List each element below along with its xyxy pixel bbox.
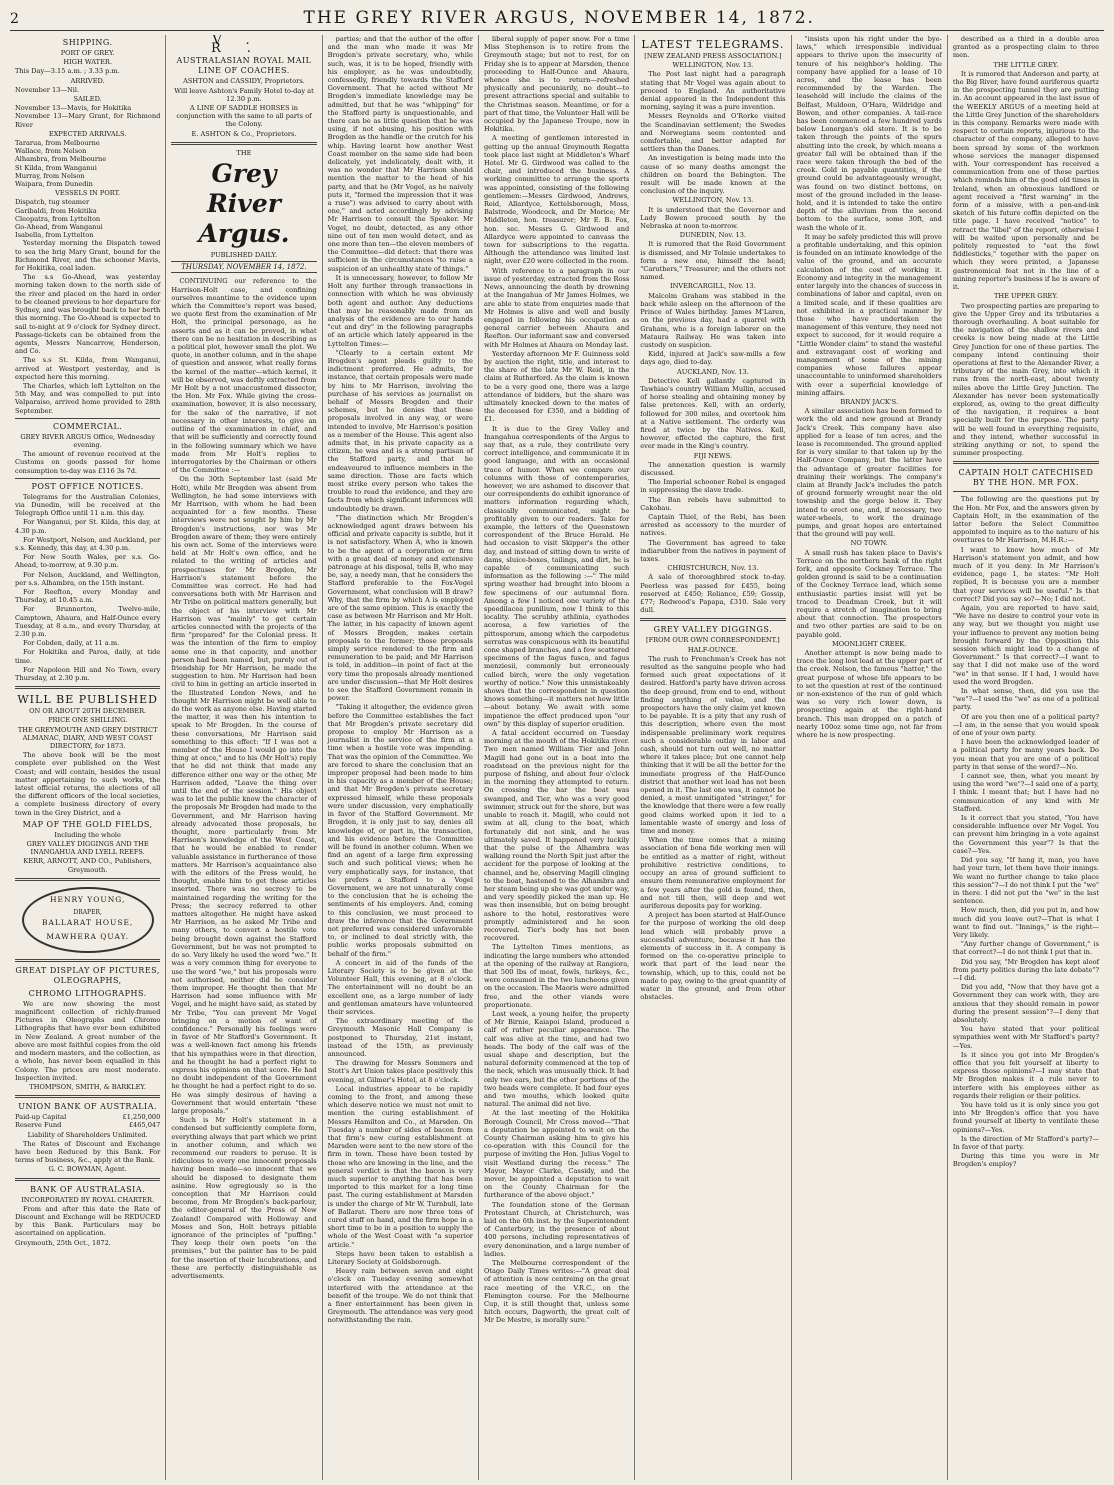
- expected-line: Tararua, from Melbourne: [15, 139, 100, 148]
- in-port-line: Cleopatra, from Lyttelton: [15, 214, 101, 223]
- nameplate-the: THE: [236, 148, 252, 157]
- in-port-heading: VESSELS IN PORT.: [55, 189, 121, 198]
- fox-paragraph: You have stated that your political sympathies went with Mr Stafford's party?—Yes.: [952, 1025, 1100, 1050]
- oval-line: DRAPER,: [73, 908, 102, 916]
- australasia-date: Greymouth, 25th Oct., 1872.: [15, 1238, 111, 1247]
- divider: [640, 618, 785, 621]
- high-water-heading: HIGH WATER.: [63, 58, 112, 67]
- divider: [15, 1095, 160, 1098]
- arrived-line: November 13—Nil.: [15, 85, 80, 94]
- fox-paragraph: Is it since you got into Mr Brogden's office that you felt yourself at liberty to express those opinions?—I may state that Mr Brogden makes it a rule never to interfere with his employees either as regards their religion or their politics.: [952, 1050, 1100, 1100]
- oval-line: HENRY YOUNG,: [49, 894, 126, 904]
- post-paragraph: For Brunnerton, Twelve-mile, Camptown, Ahaura, and Half-Ounce every Tuesday, at 8 a.m., and every Thursday, at 2.30 p.m.: [15, 605, 161, 638]
- masthead-spacer: [1099, 11, 1104, 27]
- union-paid-row: [15, 1113, 160, 1121]
- expected-line: Waipara, from Dunedin: [15, 180, 93, 189]
- fox-paragraph: Did you say, "If hang it, man, you have had your turn, let them have their innings. We want no further change to take place this session"?—I do not think I put the "we" in there. I did not put the "we" in the last sentence.: [952, 856, 1100, 906]
- divider: [15, 878, 160, 881]
- telegram-text: The Imperial schooner Rebel is engaged in suppressing the slave trade.: [640, 478, 786, 495]
- fox-paragraph: Did you add, "Now that they have got a Government they can work with, they are anxious that they should remain in power during the present session"?—I deny that absolutely.: [952, 983, 1100, 1024]
- article-paragraph: The Melbourne correspondent of the Otago Daily Times writes:—"A great deal of attention is now centreing on the great race meeting of the V.R.C., on the Flemington course. For the Melbourne Cup, it is still thought that, unless some hitch occurs, Dagworth, the great colt of Mr De Mestre, is morally sure.": [483, 1259, 630, 1325]
- telegram-text: The Government has agreed to take indiarubber from the natives in payment of taxes.: [640, 538, 786, 563]
- editorial-paragraph: On the 30th September last (said Mr Holt), while Mr Brogden was absent from Wellington, he had some interviews with Mr Harrison, with whom he had been acquainted for a few months. These interviews were not sought by him by Mr Brogden's instructions, nor was Mr Brogden aware of them; they were entirely his own act. Some of the interviews were held at Mr Holt's own office, and he related to the writing of articles and prospectuses for Mr Brogden, Mr Harrison's statement before the Committee was correct. He had had conversations both with Mr Harrison and Mr Tribe on political matters generally, but the object of his interview with Mr Harrison was "mainly" to get certain articles connected with the projects of the firm "prepared" for the Colonial press. It was the intention of the firm to employ some one in that capacity, and another person had been named, but, purely out of friendship for Mr Harrison, he made the suggestion to him. Mr Harrison had been civil to him in getting an article inserted in the Illustrated London News, and he thought Mr Harrison might be well able to do the work as anyone else. Having started the matter, it was then his intention to speak to Mr Brogden. In the course of these conversations, Mr Harrison said something to this effect: "If I was not a member of the House I would go into the thing at once," and to his (Mr Holt's) reply that he did not think that made any difference either one way or the other, Mr Harrison added, "Leave the thing over until the end of the session." His object was to let the public know the character of the proposals Mr Brogden had made to the Government, and Mr Harrison having already advocated those proposals, he thought, more particularly from Mr Harrison's knowledge of the West Coast, that he would be enabled to render valuable assistance in furtherance of those matters. Mr Harrison's acquaintance also with the editors of the Press would, he thought, enable him to get these articles inserted. There was no secrecy to be maintained regarding the writing for the Press; the secrecy referred to other matters altogether. He might have asked Mr Harrison, as he asked Mr Tribe and many others, to convert a hostile vote being brought down against the Stafford Government, but he was not prompted to do so. Very likely he used the word "we." It was a very common thing for everyone to use the word "we," but his proposals were not authorised, neither did he consider them improper. He thought then that Mr Harrison had some influence with Mr Vogel, and he might have said, as stated by Mr Tribe, "You can prevent Mr Vogel bringing on a motion of want of confidence." Personally his feelings were in favor of Mr Stafford's Government. It was a well-known fact among his friends that his sympathies were in that direction, and he thought he had a perfect right to express his opinions on that score. He had no doubt independent of the Government he thought he had a perfect right to do so. He was simply desirous of having a Government that would entertain "these large proposals.": [171, 475, 317, 1115]
- brandy-jacks-heading: BRANDY JACK'S.: [840, 397, 899, 406]
- article-paragraph: "insists upon his right under the bye-laws," which irresponsible individual appears to thrive upon the insecurity of tenure of his neighbor's holding. The company have applied for a lease of 10 acres, and the lease has been recommended by the Warden. The leasehold will include the claims of the Belfast, Muldoon, O'Hara, Wildridge and Bowen, and other companies. A tail-race has been commenced a few hundred yards below Lonergan's old store. It is to be taken through the points of the spurs abutting into the creek, by which means a greater fall will be obtained than if the race were taken through the bed of the creek. Gold in payable quantities, if the ground could be advantageously wrought, was found on two distinct bottoms, on most of the ground included in the lease-hold, and it is intended to take the entire depth of the alluvium from the second bottom to the surface, some 30ft, and wash the whole of it.: [796, 35, 942, 232]
- commercial-heading: COMMERCIAL.: [52, 421, 123, 431]
- fox-paragraph: The following are the questions put by the Hon. Mr Fox, and the answers given by Captain Holt, in the examination of the latter before the Select Committee appointed to inquire as to the nature of his overtures to Mr Harrison, M.H.R.:—: [952, 495, 1100, 545]
- column-7: [948, 35, 1104, 1480]
- telegram-text: Detective Kell gallantly captured in Tawhiao's country William Mullin, accused of horse stealing and obtaining money by false pretences. Kell, with an orderly, followed for 300 miles, and overtook him at a Native settlement. The orderly was fired at twice by the Natives. Kell, however, effected the capture, the first ever made in the King's country.: [640, 376, 786, 451]
- almanac-map: MAP OF THE GOLD FIELDS,: [22, 819, 153, 829]
- article-paragraph: A meeting of gentlemen interested in getting up the annual Greymouth Regatta took place last night at Middleton's Wharf Hotel. Mr G. Girdwood was called to the chair, and introduced the business. A working committee to arrange the sports was appointed, consisting of the following gentlemen:—Messrs Girdwood, Andrews, Reid, Allardyce, Kettelsborough, Moss, Balstrode, Woodcock, and Dr Morice; Mr Middleton, hon. treasurer; Mr E. B. Fox, hon. sec. Messrs G. Girdwood and Allardyce were appointed to canvass the town for subscriptions to the regatta. Although the attendance was limited last night, over £20 were collected in the room.: [483, 134, 630, 266]
- coaches-proprietors: ASHTON and CASSIDY, Proprietors.: [183, 77, 305, 86]
- shipping-heading: SHIPPING.: [62, 38, 113, 47]
- fox-paragraph: "Any further change of Government," is that correct?—I do not think I put that in.: [952, 940, 1100, 957]
- pictures-paragraph: We are now showing the most magnificent collection of richly-framed Pictures in Oleographs and Chromo Lithographs that have ever been exhibited in New Zealand. A great number of the above are most faithful copies from the old and modern masters, and the collection, as a whole, has never been equalled in this Colony. The prices are most moderate. Inspection invited.: [15, 999, 161, 1082]
- telegram-text: The annexation question is warmly discussed.: [640, 460, 786, 477]
- article-paragraph: A fatal accident occurred on Tuesday morning at the mouth of the Hokitika river. Two men named William Tier and John Magill had gone out in a boat into the roadstead on the previous night for the purpose of fishing, and about four o'clock in the morning they attempted to return. On crossing the bar the boat was swamped, and Tier, who was a very good swimmer, struck out for the shore, but was unable to reach it. Magill, who could not swim at all, clung to the boat, which fortunately did not sink, and he was ultimately saved. It happened very luckily that the pulse of the Alhambra was walking round the North Spit just after the accident for the purpose of looking at the channel, and he, observing Magill clinging to the boat, hastened to the Alhambra and her steam being up she was got under way, and very speedily picked the man up. He was then insensible, but on being brought ashore to the hotel, restoratives were promptly administered and he soon recovered. Tier's body has not been recovered.: [483, 729, 630, 943]
- post-paragraph: For Reefton, every Monday and Thursday, at 10.45 a.m.: [15, 587, 161, 605]
- post-paragraph: For Wanganui, per St. Kilda, this day, at 4.30 p.m.: [15, 518, 161, 535]
- fox-paragraph: Did you say, "Mr Brogden has kept aloof from party politics during the late debate"?—I did.: [952, 957, 1100, 982]
- masthead-title: THE GREY RIVER ARGUS, NOVEMBER 14, 1872.: [303, 8, 815, 28]
- in-port-line: Dispatch, tug steamer: [15, 198, 90, 207]
- coaches-paragraph: Will leave Ashton's Family Hotel to-day at 12.30 p.m.: [174, 86, 314, 103]
- little-grey-paragraph: It is rumored that Anderson and party, at the Big River, have found auriferous quartz in the prospecting tunnel they are putting in. An account appeared in the last issue of the WEEKLY ARGUS of a meeting held at the Little Grey Junction of the shareholders in this company. Remarks were made with respect to certain reports, injurious to the character of the company, alleged to have been spread by some of the workmen whose services the manager dispensed with. Your correspondent has received a communication from one of these parties which reminds him of the good old times in Ireland, when an obnoxious landlord or agent received a "first warning" in the form of a missive, with a pen-and-ink sketch of his future coffin depicted on the title page. I have received "notice" to retract the "libel" of the report, otherwise I will be waited upon personally and be politely requested to "eat the fowl fiddlesticks," together with the paper on which they were printed, a Japanese gastronomical feat not in the line of a mining reporter's business if he is aware of it.: [952, 69, 1100, 292]
- fox-paragraph: Is it correct that you stated, "You have considerable influence over Mr Vogel. You can prevent him bringing in a vote against the Government this year"? Is that the case?—Yes.: [952, 814, 1100, 855]
- half-ounce-heading: HALF-OUNCE.: [687, 645, 738, 654]
- diggings-paragraph: A project has been started at Half-Ounce for the purpose of working the old deep lead which will probably prove a successful adventure, because it has the elements of success in it. A company is formed on the co-operative principle to work that part of the lead near the township, which, up to this, could not be made to pay, owing to the great quantity of water in the ground, and from other obstacles.: [640, 911, 786, 1002]
- moonlight-paragraph: Another attempt is now being made to trace the long lost lead at the upper part of the creek. Nelson, the famous "hatter," the great purpose of whose life appears to be to set the question at rest of the continued or non-existence of the run of gold which was so very rich lower down, is prospecting again at the right-hand branch. This man dropped on a patch of nearly 100oz some time ago, not far from where he is now prospecting.: [796, 649, 942, 740]
- article-paragraph: It is due to the Grey Valley and Inangahua correspondents of the Argus to say that, as a rule, they contribute very correct intelligence, and communicate it in good language, and with an occasional trace of humor. When we compare our columns with those of contemporaries, however, we are ashamed to discover that our correspondents do exhibit ignorance of matters information regarding which, classically communicated, might be profitably given to our readers. Take for example, the letters of the Queenstown correspondent of the Bruce Herald. He had occasion to visit Skipper's the other day, and instead of sitting down to write of dams, sluice-boxes, tailings, and dirt, he is capable of communicating such information as the following :—" The mild spring weather had brought into bloom a few specimens of our autumnal flora. Among a few I noticed one variety of the speedilacea punilium, now I think to this locality. The scrubby athlinia, cyathodes acerosa, a few varieties of the pittosporum, among which the carpodetus serratus was conspicuous with its beautiful cone shaped branches, and a few scattered specimens of the fagus fusca, and fagus menziesii, commonly but erroneously called birch, were the only vegetation worthy of notice." Now this unmistakeably shows that the correspondent in question knows something—it matters not how little—about botany. We await with some impatience the effect produced upon "our own" by this display of superior erudition.: [483, 424, 630, 728]
- almanac-publisher: KERR, ARNOTT, AND CO., Publishers, Greymouth.: [23, 857, 152, 874]
- union-paragraph: The Rates of Discount and Exchange have been Reduced by this Bank. For terms of business, &c., apply at the Bank.: [15, 1139, 161, 1165]
- post-paragraph: For Cobden, daily, at 11 a.m.: [23, 639, 120, 648]
- fox-heading: CAPTAIN HOLT CATECHISED BY THE HON. MR FOX.: [958, 468, 1094, 488]
- post-paragraph: Telegrams for the Australian Colonies, via Dunedin, will be received at the Telegraph Office until 11 a.m. this day.: [15, 492, 161, 518]
- divider: [15, 686, 160, 689]
- almanac-price: PRICE ONE SHILLING.: [48, 716, 128, 725]
- no-town-heading: NO TOWN.: [850, 539, 888, 548]
- telegram-dateline: INVERCARGILL, Nov. 13.: [669, 282, 756, 291]
- telegram-text: The Ban rebels have submitted to Cakobau.: [640, 495, 786, 512]
- telegram-dateline: WELLINGTON, Nov. 13.: [672, 61, 754, 70]
- column-4: [479, 35, 635, 1480]
- article-paragraph: Yesterday afternoon Mr F. Guinness sold by auction the right, title, and interest to the share of the late Mr W. Reid, in the claim at Rutherford. As the claim is known to be a very good one, there was a large attendance of bidders, but the share was ultimately knocked down to the mates of the deceased for £350, and a bidding of £1.: [483, 349, 630, 424]
- telegram-dateline: DUNEDIN, Nov. 13.: [679, 231, 747, 240]
- article-paragraph: described as a third in a double area granted as a prospecting claim to three men.: [952, 35, 1100, 60]
- diggings-subheading: [FROM OUR OWN CORRESPONDENT.]: [646, 636, 780, 645]
- fox-paragraph: You have told us it is only since you got into Mr Brogden's office that you have found yourself at liberty to ventilate these opinions?—Yes.: [952, 1100, 1100, 1134]
- article-paragraph: The Lyttelton Times mentions, as indicating the large numbers who attended at the opening of the railway at Rangiora, that 500 lbs of meat, fowls, turkeys, &c., were consumed in the two luncheons given on the occasion. The Maoris were admitted free, and the other viands were proportionate.: [483, 943, 630, 1009]
- article-paragraph: At the last meeting of the Hokitika Borough Council, Mr Cross moved—"That a deputation be appointed to wait on the County Chairman asking him to give his co-operation with this Council for the purpose of inviting the Hon. Julius Vogel to visit Westland during the recess." The Mayor, Mayor Clarke, Cassidy, and the mover, be appointed a deputation to wait on the County Chairman for the furtherance of the above object.": [483, 1109, 630, 1200]
- sailed-line: November 13—Mavis, for Hokitika: [15, 104, 132, 113]
- shipping-paragraph: The s.s Go-Ahead, was yesterday morning taken down to the north side of the river and placed on the hard in order to be cleaned previous to her departure for Sydney, and was brought back to her berth this morning. The Go-Ahead is expected to sail to-night at 9 o'clock for Sydney direct. Passage-tickets can be obtained from the agents, Messrs Nancarrow, Henderson, and Co.: [15, 273, 161, 356]
- fox-paragraph: How much, then, did you put in, and how much did you leave out?—That is what I want to find out. "Innings," is the right—Very likely.: [952, 906, 1100, 939]
- union-paid-label: Paid-up Capital: [15, 1113, 67, 1122]
- australasia-bank-heading: BANK OF AUSTRALASIA.: [30, 1184, 146, 1194]
- almanac-date: ON OR ABOUT 20TH DECEMBER.: [29, 707, 147, 716]
- union-reserve-row: [15, 1121, 160, 1129]
- union-reserve-label: Reserve Fund: [15, 1121, 62, 1130]
- divider: [171, 142, 316, 145]
- in-port-line: Go-Ahead, from Wanganui: [15, 223, 103, 232]
- telegram-text: It is understood that the Governor and Lady Bowen proceed south by the Nebraska at noon to-morrow.: [640, 205, 786, 231]
- telegram-text: It is rumored that the Reid Government is dismissed, and Mr Tolmie undertakes to form a new one, himself the head; "Caruthers," Treasurer; and the others not named.: [640, 240, 786, 282]
- column-6: [792, 35, 948, 1480]
- telegram-dateline: FIJI NEWS.: [693, 451, 733, 460]
- post-paragraph: For New South Wales, per s.s. Go-Ahead, to-morrow, at 9.30 p.m.: [15, 553, 161, 570]
- divider: [15, 1178, 160, 1181]
- fox-paragraph: Is the direction of Mr Stafford's party?—In favor of that party.: [952, 1134, 1100, 1151]
- column-3: [323, 35, 479, 1480]
- article-paragraph: liberal supply of paper snow. For a time Miss Stephenson is to retire from the Greymouth stage; but not to rest, for on Friday she is to appear at Marsden, thence proceeding to Half-Ounce and Ahaura, whence she is to return—refreshed physically and pecuniarily, no doubt—to present attractions special and suitable to the Christmas season. Meantime, or for a part of that time, the Volunteer Hall will be occupied by the Japanese Troupe, now in Hokitika.: [483, 35, 630, 134]
- almanac-heading: WILL BE PUBLISHED: [17, 693, 158, 707]
- editorial-paragraph: Such is Mr Holt's statement in a condensed but sufficiently complete form, everything always that part which we print in another column, and which we recommend our readers to peruse. It is ridiculous to every one innocent proposals having been made—so innocent that we should be disposed to designate them asinine. How egregiously so is the conception that Mr Harrison could become, from Mr Brogden's back-parlour, the editor-general of the Press of New Zealand! Compared with Holloway and Moses and Son, Holt betrays pitiable ignorance of the principles of "puffing." They keep their own poets "on the premises," but the painter has to be paid for the insertion of their lucubrations, and these are perfectly distinguishable as advertisements.: [171, 1116, 317, 1281]
- article-paragraph: The extraordinary meeting of the Greymouth Masonic Hall Company is postponed to Thursday, 21st instant, instead of the 15th, as previously announced.: [327, 1017, 473, 1058]
- pictures-subheading: CHROMO LITHOGRAPHS.: [28, 988, 147, 998]
- telegram-text: An investigation is being made into the cause of so many deaths amongst the children on board the Bebington. The result will be made known at the conclusion of the inquiry.: [640, 154, 786, 196]
- article-paragraph: It may be safely predicted this will prove a profitable undertaking, and this opinion is founded on an intimate knowledge of the value of the ground, and an accurate calculation of the cost of working it. Economy and integrity in the management enter largely into the chances of success in combinations of labor and capital, even on a limited scale, and if these qualities are not exhibited in a practical manner by those who have undertaken the management of this venture, they need not expect to succeed, for it would require a "Little Wonder claim" to stand the wasteful and extravagant cost of working and management of some of the mining companies whose failures appear unaccountable to uninformed shareholders with over a superficial knowledge of mining affairs.: [796, 232, 942, 397]
- expected-heading: EXPECTED ARRIVALS.: [48, 129, 127, 138]
- editorial-paragraph: CONTINUING our reference to the Harrison-Holt case, and confining ourselves meantime to the evidence upon which the Committee's report was based, we quote first from the examination of Mr Holt, the principal personage, as he asserts and as it can be proved, in what there can be no hesitation in describing as a political plot, however small the plot. We quote, in another column, and in the shape of question and answer, what really forms the kernel of the matter—which kernel, it will be observed, was deftly extracted from Mr Holt by a not unaccustomed dissector, the Hon. Mr Fox. While giving the cross-examination, however, it is also necessary, for the sake of the narrative, if not necessary in other interests, to give an outline of the examination in chief, and that will be sufficiently and correctly found in the following summary which we have made from Mr Holt's replies to interrogatories by the Chairman or others of the Committee :—: [171, 277, 317, 475]
- moonlight-creek-heading: MOONLIGHT CREEK.: [831, 639, 907, 648]
- article-paragraph: Heavy rain between seven and eight o'clock on Tuesday evening somewhat interfered with the attendance at the benefit of the troupe. We do not think that a finer entertainment has been given in Greymouth. The attendance was very good notwithstanding the rain.: [327, 1267, 473, 1325]
- almanac-paragraph: The above book will be the most complete ever published on the West Coast; and will contain, besides the usual matter appertaining to such works, the latest official returns, the elections of all the different officers of the local societies, a complete business directory of every town in the Grey District, and a: [15, 751, 161, 817]
- post-paragraph: For Hokitika and Paroa, daily, at tide time.: [15, 648, 161, 665]
- column-2: [166, 35, 322, 1480]
- divider: [953, 461, 1099, 464]
- telegrams-heading: LATEST TELEGRAMS.: [641, 38, 785, 51]
- high-water-line: This Day—3.15 a.m. ; 3.33 p.m.: [15, 67, 120, 76]
- telegram-text: The Post last night had a paragraph stating that Mr Vogel was again about to proceed to England. An authoritative denial appeared in the Independent this morning, saying it was a pure invention.: [640, 70, 786, 112]
- almanac-including: Including the whole: [54, 830, 121, 839]
- australasia-paragraph: From and after this date the Rate of Discount and Exchange will be REDUCED by this Bank. Particulars may be ascertained on application.: [15, 1204, 161, 1238]
- fox-paragraph: Of are you then one of a political party?—I am, in the sense that you would speak of one of your own party.: [952, 712, 1100, 738]
- expected-line: St Kilda, from Wanganui: [15, 163, 97, 172]
- article-paragraph: With reference to a paragraph in our issue of yesterday, extracted from the Ross News, announcing the death by drowning at the Inangahua of Mr James Holmes, we are able to state from enquiries made that Mr Holmes is alive and well and busily engaged in following his occupation as general carrier between Ahaura and Reefton. Our informant saw and conversed with Mr Holmes at Ahaura on Monday last.: [483, 266, 630, 349]
- fox-paragraph: I cannot see, then, what you meant by using the word "we"?—I said one of a party, I think. I meant that; but I have had no communication of any kind with Mr Stafford.: [952, 772, 1100, 813]
- diggings-heading: GREY VALLEY DIGGINGS.: [653, 625, 773, 635]
- column-1: [10, 35, 166, 1480]
- oval-line: BALLARAT HOUSE,: [41, 917, 134, 927]
- australasia-bank-subheading: INCORPORATED BY ROYAL CHARTER.: [21, 1195, 155, 1204]
- divider: [953, 491, 1099, 492]
- article-paragraph: A concert in aid of the funds of the Literary Society is to be given at the Volunteer Hall, this evening, at 8 o'clock. The entertainment will no doubt be an excellent one, as a large number of lady and gentleman amateurs have volunteered their services.: [327, 958, 473, 1016]
- sailed-line: November 13—Mary Grant, for Richmond River: [15, 112, 161, 129]
- royal-crest: V. R.: [211, 35, 277, 57]
- union-bank-heading: UNION BANK OF AUSTRALIA.: [18, 1102, 158, 1112]
- telegram-text: Malcolm Graham was stabbed in the back while asleep on the afternoon of the Prince of Wales birthday. James M'Laren, on the previous day, had a quarrel with Graham, who is a foreign laborer on the Mataura Railway. He was taken into custody on suspicion.: [640, 291, 786, 349]
- saddle-signature: E. ASHTON & Co., Proprietors.: [191, 129, 297, 138]
- sailed-heading: SAILED.: [73, 95, 102, 104]
- telegram-dateline: CHRISTCHURCH, Nov. 13.: [667, 564, 759, 573]
- port-heading: PORT OF GREY.: [60, 49, 115, 57]
- divider: [15, 418, 160, 419]
- brandy-paragraph: A similar association has been formed to work the old and new ground at Brandy Jack's Creek. This company have also applied for a lease of ten acres, and the lease is recommended. The ground applied for is very similar to that taken up by the Half-Ounce Company, but the latter have the advantage of greater facilities for draining their workings. The company's claim at Brandy Jack's includes the patch of ground formerly wrought near the old township and the gorge below it. They intend to erect one, and, if necessary, two water-wheels, to work the drainage pumps, and great hopes are entertained that the ground will pay well.: [796, 407, 942, 539]
- fox-paragraph: I want to know how much of Mr Harrison's statement you admit, and how much of it you deny. In Mr Harrison's evidence, page 1, he states: "Mr Holt replied, It is because you are a member that your services will be useful." Is that correct? Did you say so?—No; I did not.: [952, 545, 1100, 603]
- telegrams-subheading: [NEW ZEALAND PRESS ASSOCIATION.]: [644, 52, 782, 60]
- telegram-text: Kidd, injured at Jack's saw-mills a few days ago, died to-day.: [640, 350, 786, 367]
- shipping-paragraph: Yesterday morning the Dispatch towed to sea the brig Mary Grant, bound for the Richmond River, and the schooner Mavis, for Hokitika, coal laden.: [15, 239, 161, 273]
- post-paragraph: For Westport, Nelson, and Auckland, per s.s. Kennedy, this day, at 4.30 p.m.: [15, 535, 161, 552]
- expected-line: Murray, from Nelson: [15, 171, 85, 180]
- article-paragraph: The foundation stone of the German Protestant Church, at Christchurch, was laid on the 6th inst. by the Superintendent of Canterbury, in the presence of about 400 persons, including representatives of every denomination, and a large number of ladies.: [483, 1200, 630, 1258]
- upper-grey-heading: THE UPPER GREY.: [993, 292, 1058, 301]
- issue-dateline: THURSDAY, NOVEMBER 14, 1872.: [171, 261, 316, 273]
- article-paragraph: "The distinction which Mr Brogden's acknowledged agent draws between his official and private capacity is subtle, but it is not satisfactory. When A, who is known to be the agent of a corporation or firm with a great deal of money and extensive patronage at his disposal, tells B, who may be, say, a needy man, that he considers the Stafford preferable to the Fox-Vogel Government, what conclusion will B draw? Why, that the firm by which A is employed are of the same opinion. This is exactly the case as between Mr Harrison and Mr Holt. The latter, in his capacity of known agent of Messrs Brogden, makes certain proposals to the former; those proposals simply service rendered to the firm and remuneration to be paid; and Mr Harrison is told, in addition—in point of fact at the very time the proposals already mentioned are under discussion—that Mr Holt desires to see the Stafford Government remain in power.: [327, 513, 473, 703]
- article-paragraph: Steps have been taken to establish a Literary Society at Goldsborough.: [327, 1249, 473, 1267]
- fox-paragraph: Again, you are reported to have said, "We have no desire to control your vote in any way, but we thought you might use your influence to prevent any motion being brought forward by the Opposition this session which might lead to a change of Government." Is that correct?—I want to say that I did not make use of the word "we" in that sense. If I had, I would have used the word Brogden.: [952, 604, 1100, 686]
- article-paragraph: "Clearly to a certain extent Mr Brogden's agent pleads guilty to the indictment preferred. He admits, for instance, that certain proposals were made by him to Mr Harrison, involving the purchase of his services as journalist on behalf of Messrs Brogden and their schemes, but he denies that these proposals involved in any way, or were intended to involve, Mr Harrison's position as a member of the House. This agent also admits that, in his private capacity as a citizen, he was and is a strong partisan of the Stafford party, and that he endeavoured to influence members in the same direction. Those are facts which most strike every person who takes the trouble to read the evidence, and they are facts from which significant inferences will undoubtedly be drawn.: [327, 348, 473, 513]
- pictures-signature: THOMPSON, SMITH, & BARKLEY.: [29, 1082, 146, 1091]
- fox-paragraph: In what sense, then, did you use the "we"?—I used the "we" as one of a political party.: [952, 687, 1100, 712]
- draper-oval-advert: [22, 887, 154, 953]
- expected-line: Wallace, from Nelson: [15, 147, 87, 156]
- union-liability: Liability of Shareholders Unlimited.: [27, 1130, 148, 1139]
- commercial-paragraph: The amount of revenue received at the Customs on goods passed for home consumption to-day was £116 3s 7d.: [15, 450, 161, 475]
- coaches-heading: AUSTRALASIAN ROYAL MAIL LINE OF COACHES.: [176, 56, 312, 76]
- oval-line: MAWHERA QUAY.: [46, 931, 129, 941]
- union-signature: G. C. BOWMAN, Agent.: [48, 1165, 127, 1174]
- shipping-paragraph: The s.s St. Kilda, from Wanganui, arrived at Westport yesterday, and is expected here this morning.: [15, 356, 161, 381]
- expected-line: Alhambra, from Melbourne: [15, 155, 107, 164]
- post-paragraph: For Napoleon Hill and No Town, every Thursday, at 2.30 p.m.: [15, 665, 161, 683]
- telegram-text: Captain Thiel, of the Rebi, has been arrested as accessory to the murder of natives.: [640, 512, 786, 538]
- article-paragraph: "Taking it altogether, the evidence given before the Committee establishes the fact that Mr Brogden's private secretary did propose to employ Mr Harrison as a journalist in the service of the firm at a time when a hostile vote was impending. That was the opinion of the Committee. We are forced to share the conclusion that an improper proposal had been made to him in his capacity as a member of the House; and that Mr Brogden's private secretary expressed himself, while these proposals were under discussion, very emphatically in favor of the Stafford Government. Mr Brogden, it is only just to say, denies all knowledge of, or part in, the transaction, and his evidence before the Committee will be found in another column. When we find an agent of a large firm expressing such and such political views; when he very emphatically says, for instance, that he prefers a Stafford to a Vogel Government, we are not unnaturally come to the conclusion that he is echoing the sentiments of his employers. And, coming to this conclusion, we must proceed to draw the inference that the Government not preferred was considered unfavorable to, or inclined to deal strictly with, the public works proposals submitted on behalf of the firm.": [327, 703, 473, 958]
- arrived-heading: ARRIVED.: [70, 76, 105, 85]
- telegram-dateline: WELLINGTON, Nov. 13.: [672, 196, 754, 205]
- telegram-text: Messrs Reynolds and O'Rorke visited the Scandinavian settlement; the Swedes and Norwegians seem contented and comfortable, and better adapted for settlers than the Danes.: [640, 112, 786, 154]
- in-port-line: Garibaldi, from Hokitika: [15, 206, 97, 215]
- union-reserve-value: £465,047: [128, 1121, 161, 1130]
- divider: [15, 959, 160, 962]
- article-paragraph: parties; and that the author of the offer and the man who made it was Mr Brogden's private secretary, who, while such, was, it is to be hoped, friendly with his employer, as he was undoubtedly, confessedly, friendly towards the Stafford Government. That he acted without Mr Brogden's immediate knowledge may be admitted, but that he was "whipping" for the Stafford party is unquestionable, and there can be as little question that he was using, if not abusing, his position with Brogden as the handle or the crutch for his whip. Having learnt how another West Coast member on the same side had been delicately, yet indelicately, dealt with, it was no wonder that Mr Harrison should mention the matter to the head of his party, and that he (Mr Vogel, as he naively puts it, "formed the impression that it was a ruse") was advised to carry about with one," and acted accordingly by advising Mr Harrison to consult the Speaker. Mr Vogel, no doubt, detected, as any other nine out of ten men would detect, and as one more than ten—the eleven members of the Committee—did detect: that there was sufficient in the circumstances "to raise a suspicion of an unhealthy state of things.": [327, 35, 473, 273]
- post-paragraph: For Nelson, Auckland, and Wellington, per s.s. Alhambra, on the 15th instant.: [15, 570, 161, 587]
- newspaper-nameplate: Grey River Argus.: [198, 159, 290, 249]
- upper-grey-paragraph: Two prospecting parties are preparing to give the Upper Grey and its tributaries a thorough overhauling. A boat suitable for the navigation of the shallow rivers and creeks is now being made at the Little Grey Junction for one of these parties. The company intend continuing their operations at first to the Alexander River, a tributary of the main Grey, into which it runs from the north-east, about twenty miles above the Little Grey Junction. The Alexander has never been systematically explored, as, owing to the great difficulty of the navigation, it requires a boat specially built for the purpose. The party will be well found in everything requisite, and they intend, whether successful in striking anything or not, to spend the summer prospecting.: [952, 301, 1100, 458]
- diggings-paragraph: When the time comes that a mining association of bona fide working men will be entitled as a matter of right, without prohibitive restrictive conditions, to occupy an area of ground sufficient to ensure them remunerative employment for a few years after the gold is found, then, and not till then, will deep and wet auriferous deposits pay for working.: [640, 836, 786, 910]
- divider: [15, 478, 160, 479]
- almanac-fields: GREY VALLEY DIGGINGS AND THE INANGAHUA AND LYELL REEFS.: [26, 840, 149, 857]
- saddle-horses: A LINE OF SADDLE HORSES in conjunction with the same to all parts of the Colony.: [176, 104, 312, 129]
- shipping-paragraph: The Charles, which left Lyttelton on the 5th May, and was compelled to put into Valparaiso, arrived home provided to 28th September.: [15, 381, 161, 415]
- commercial-subheading: GREY RIVER ARGUS Office, Wednesday evening.: [20, 432, 155, 449]
- page-number: 2: [10, 11, 20, 27]
- union-paid-value: £1,250,000: [122, 1113, 161, 1122]
- pictures-heading: GREAT DISPLAY OF PICTURES, OLEOGRAPHS,: [15, 965, 160, 985]
- almanac-title: THE GREYMOUTH AND GREY DISTRICT ALMANAC, DIARY, AND WEST COAST DIRECTORY, for 1873.: [17, 725, 158, 751]
- article-paragraph: It is unnecessary, however, to follow Mr Holt any further through transactions in connection with which he was obviously both agent and author. Any deductions that may be reasonably made from an analysis of the evidence are to our hands "cut and dry" in the following paragraphs of an article which lately appeared in the Lyttelton Times:—: [327, 273, 473, 348]
- post-office-heading: POST OFFICE NOTICES.: [31, 481, 144, 491]
- little-grey-heading: THE LITTLE GREY.: [993, 60, 1059, 69]
- published-daily: PUBLISHED DAILY.: [210, 251, 278, 260]
- column-5: [635, 35, 791, 1480]
- fox-paragraph: I have been the acknowledged leader of a political party for many years back. Do you mean that you are one of a political party in that sense of the word?—No.: [952, 738, 1100, 771]
- diggings-paragraph: The rush to Frenchman's Creek has not resulted as the sanguine people who had formed such great expectations of it desired. Hatford's party have driven across the deep ground, from end to end, without finding anything of value, and the prospectors have the only claim yet known to be payable. It is a pity that any rush of this description, where even the most indispensable preliminary work requires such a considerable outlay in labor and cash, should not turn out well, no matter where it takes place; but one cannot help thinking that it will be all the better for the immediate progress of the Half-Ounce district that another wet lead has not been opened in it. The last one was, it cannot be denied, a most unmitigated "stringer," for the knowledge that there were a few really good claims worked upon it led to a lamentable waste of energy and loss of time and money.: [640, 654, 786, 836]
- in-port-line: Isabella, from Lyttelton: [15, 231, 94, 240]
- fox-paragraph: During this time you were in Mr Brogden's employ?: [952, 1152, 1100, 1169]
- article-paragraph: Lost week, a young heifer, the property of Mr Birnie, Kaiapoi Island, produced a calf of rather peculiar appearance. The calf was alive at the time, and had two heads. The body of the calf was of the usual shape and description, but the natural deformity commenced at the top of the neck, which was unusually thick. It had only two ears, but the other portions of the two heads were complete. It had four eyes and two mouths, which looked quite natural. The animal did not live.: [483, 1009, 630, 1109]
- article-paragraph: The drawing for Messrs Sommers and Stott's Art Union takes place positively this evening, at Gilmer's Hotel, at 8 o'clock.: [327, 1059, 473, 1084]
- masthead: [10, 8, 1104, 31]
- telegram-dateline: AUCKLAND, Nov. 13.: [677, 367, 749, 376]
- article-paragraph: Local industries appear to be rapidly coming to the front, and among these which deserve notice we must not omit to mention the curing establishment of Messrs Hamilton and Co., at Marsden. On Tuesday a number of sides of bacon from that firm's new curing establishment at Marsden were sent to the new store of the firm in town. These have been tested by those who are knowing in the line, and the general verdict is that the bacon is very much superior to anything that has been imported to this market for a long time past. The curing establishment at Marsden is under the charge of Mr W. Turnbull, late of Ballarat. There are now three tons of cured stuff on hand, and the firm hope in a short time to be in a position to supply the whole of the West Coast with "a superior article.": [327, 1084, 473, 1249]
- no-town-paragraph: A small rush has taken place to Davis's Terrace on the northern bank of the right fork, and opposite Cockney Terrace. The golden ground is said to be a continuation of the Cockney Terrace lead, which some enthusiastic parties insist will yet be traced to Deadman Creek, but it will require a stretch of imagination to bring about that connection. The prospectors and two other parties are said to be on payable gold.: [796, 548, 942, 639]
- telegram-text: A sale of thoroughbred stock to-day. Peerless was passed for £455, being reserved at £450; Reliance, £59; Gossip, £77; Redwood's Papapa, £310. Sale very dull.: [640, 573, 786, 615]
